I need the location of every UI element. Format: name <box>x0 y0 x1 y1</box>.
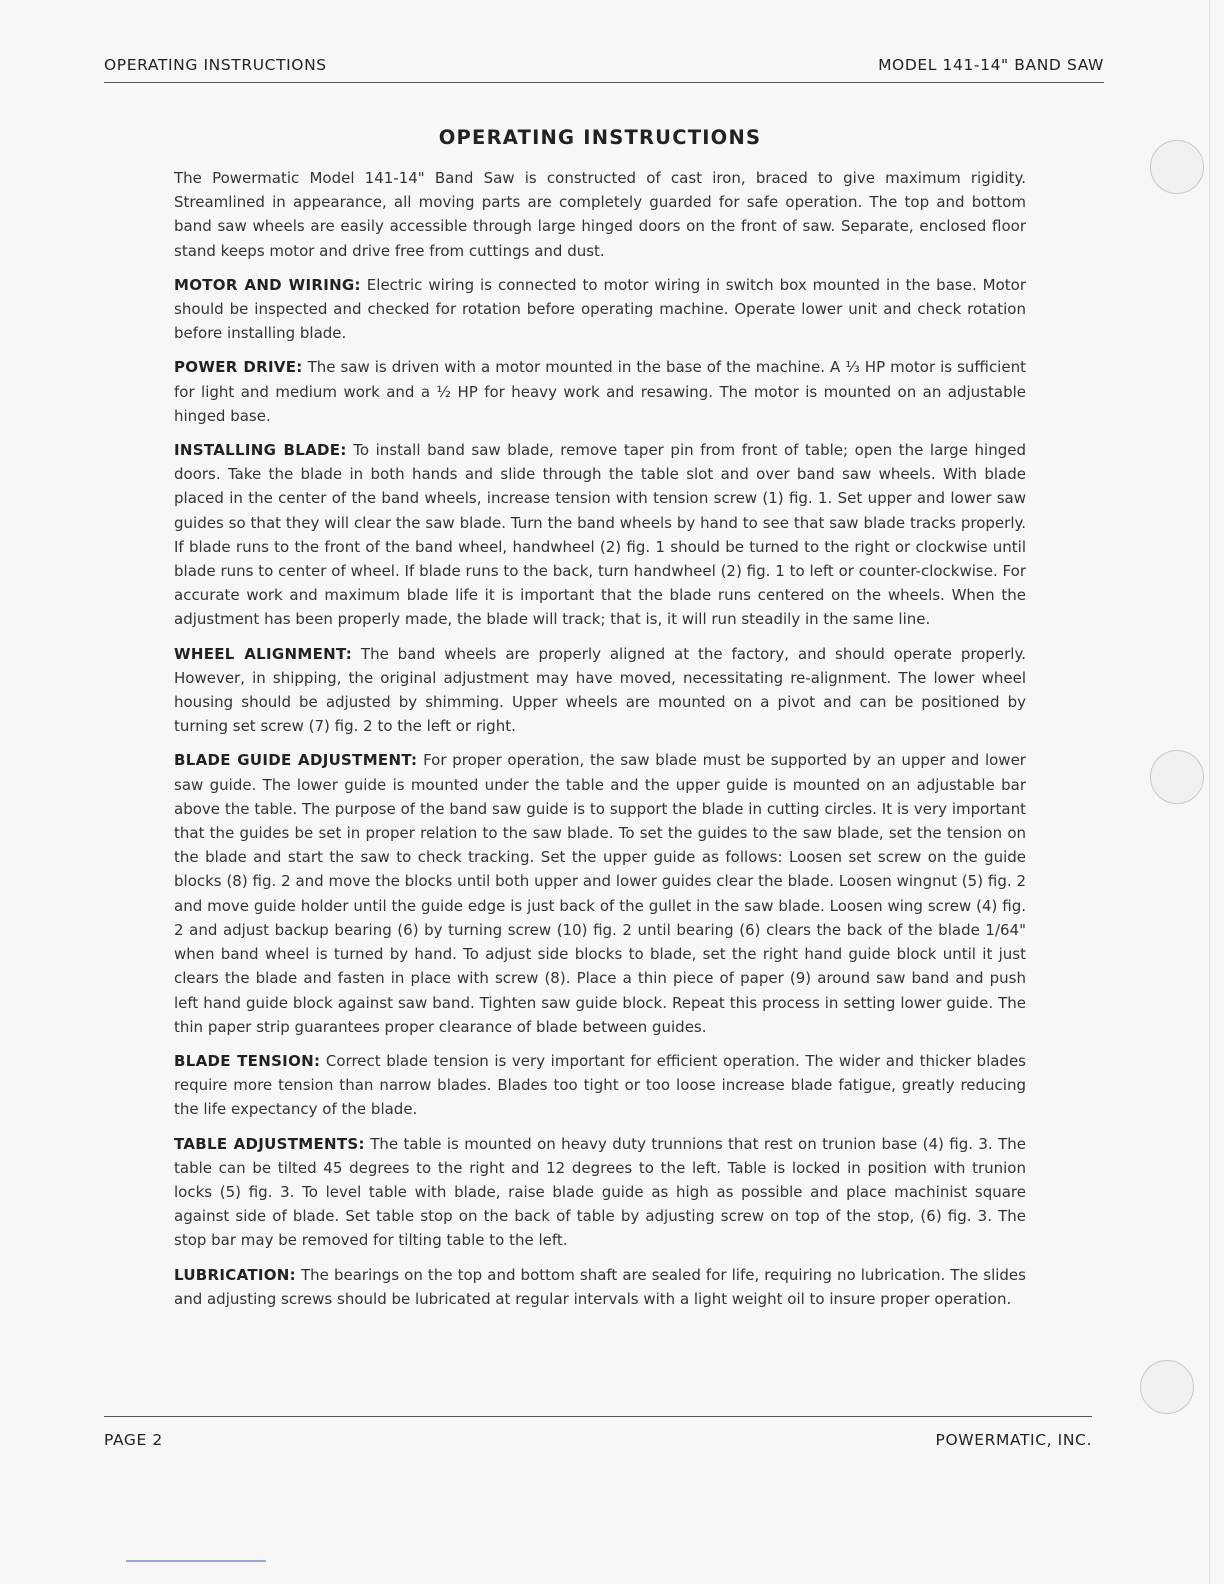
paragraph-text: The table is mounted on heavy duty trunnions that rest on trunion base (4) fig. 3. The table can be tilted 45 degrees to the right and 12 degrees to the left. Table is locked in position with trunion locks (5) fig. 3. To level table with blade, raise blade guide as high as possible and place machinist square against side of blade. Set table stop on the back of table by adjusting screw on top of the stop, (6) fig. 3. The stop bar may be removed for tilting table to the left. <box>174 1134 1026 1250</box>
paragraph-power-drive <box>174 355 1026 428</box>
paragraph-heading: POWER DRIVE: <box>174 358 303 377</box>
binder-hole <box>1150 750 1204 804</box>
company-name: POWERMATIC, INC. <box>935 1431 1092 1449</box>
binder-hole <box>1140 1360 1194 1414</box>
paragraph-text: For proper operation, the saw blade must be supported by an upper and lower saw guide. The lower guide is mounted under the table and the upper guide is mounted on an adjustable bar above the table. The purpose of the band saw guide is to support the blade in cutting circles. It is very important that the guides be set in proper relation to the saw blade. To set the guides to the saw blade, set the tension on the blade and start the saw to check tracking. Set the upper guide as follows: Loosen set screw on the guide blocks (8) fig. 2 and move the blocks until both upper and lower guides clear the blade. Loosen wingnut (5) fig. 2 and move guide holder until the guide edge is just back of the gullet in the saw blade. Loosen wing screw (4) fig. 2 and adjust backup bearing (6) by turning screw (10) fig. 2 until bearing (6) clears the back of the blade 1/64" when band wheel is turned by hand. To adjust side blocks to blade, set the right hand guide block until it just clears the blade and fasten in place with screw (8). Place a thin piece of paper (9) around saw band and push left hand guide block against saw band. Tighten saw guide block. Repeat this process in setting lower guide. The thin paper strip guarantees proper clearance of blade between guides. <box>174 751 1026 1036</box>
paragraph-blade-tension <box>174 1049 1026 1122</box>
paragraph-intro <box>174 166 1026 263</box>
header-model-title: MODEL 141-14" BAND SAW <box>878 56 1104 74</box>
paragraph-lubrication <box>174 1263 1026 1311</box>
paragraph-text: Correct blade tension is very important for efficient operation. The wider and thicker blades require more tension than narrow blades. Blades too tight or too loose increase blade fatigue, greatly reducing the life expectancy of the blade. <box>174 1051 1026 1119</box>
scan-mark <box>126 1560 266 1562</box>
page-footer <box>104 1416 1092 1457</box>
paragraph-table-adjustments <box>174 1132 1026 1253</box>
paragraph-text: The saw is driven with a motor mounted in the base of the machine. A ⅓ HP motor is sufficient for light and medium work and a ½ HP for heavy work and resawing. The motor is mounted on an adjustable hinged base. <box>174 358 1026 425</box>
page-edge <box>1209 0 1210 1584</box>
paragraph-text: Electric wiring is connected to motor wiring in switch box mounted in the base. Motor should be inspected and checked for rotation before operating machine. Operate lower unit and check rotation before installing blade. <box>174 275 1026 343</box>
paragraph-heading: BLADE GUIDE ADJUSTMENT: <box>174 751 418 770</box>
paragraph-text: The band wheels are properly aligned at the factory, and should operate properly. However, in shipping, the original adjustment may have moved, necessitating re-alignment. The lower wheel housing should be adjusted by shimming. Upper wheels are mounted on a pivot and can be positioned by turning set screw (7) fig. 2 to the left or right. <box>174 644 1026 736</box>
paragraph-heading: WHEEL ALIGNMENT: <box>174 644 353 663</box>
paragraph-wheel-alignment <box>174 642 1026 739</box>
paragraph-heading: TABLE ADJUSTMENTS: <box>174 1134 365 1153</box>
paragraph-text: To install band saw blade, remove taper pin from front of table; open the large hinged doors. Take the blade in both hands and slide through the table slot and over band saw wheels. With blade placed in the center of the band wheels, increase tension with tension screw (1) fig. 1. Set upper and lower saw guides so that they will clear the saw blade. Turn the band wheels by hand to see that saw blade tracks properly. If blade runs to the front of the band wheel, handwheel (2) fig. 1 should be turned to the right or clockwise until blade runs to center of wheel. If blade runs to the back, turn handwheel (2) fig. 1 to left or counter-clockwise. For accurate work and maximum blade life it is important that the blade runs centered on the wheels. When the adjustment has been properly made, the blade will track; that is, it will run steadily in the same line. <box>174 441 1026 629</box>
paragraph-heading: MOTOR AND WIRING: <box>174 275 361 294</box>
paragraph-heading: BLADE TENSION: <box>174 1051 321 1070</box>
paragraph-motor-wiring <box>174 273 1026 346</box>
page-number: PAGE 2 <box>104 1431 163 1449</box>
paragraph-text: The Powermatic Model 141-14" Band Saw is constructed of cast iron, braced to give maximum rigidity. Streamlined in appearance, all moving parts are completely guarded for safe operation. The top and bottom band saw wheels are easily accessible through large hinged doors on the front of saw. Separate, enclosed floor stand keeps motor and drive free from cuttings and dust. <box>174 169 1026 260</box>
paragraph-installing-blade <box>174 438 1026 632</box>
paragraph-text: The bearings on the top and bottom shaft are sealed for life, requiring no lubrication. The slides and adjusting screws should be lubricated at regular intervals with a light weight oil to insure proper operation. <box>174 1265 1026 1308</box>
header-section-title: OPERATING INSTRUCTIONS <box>104 56 327 74</box>
paragraph-heading: INSTALLING BLADE: <box>174 441 347 460</box>
page-title: OPERATING INSTRUCTIONS <box>438 126 762 149</box>
page-header <box>104 56 1104 83</box>
instructions-body <box>174 166 1026 1321</box>
paragraph-heading: LUBRICATION: <box>174 1265 296 1284</box>
paragraph-blade-guide-adjustment <box>174 748 1026 1038</box>
